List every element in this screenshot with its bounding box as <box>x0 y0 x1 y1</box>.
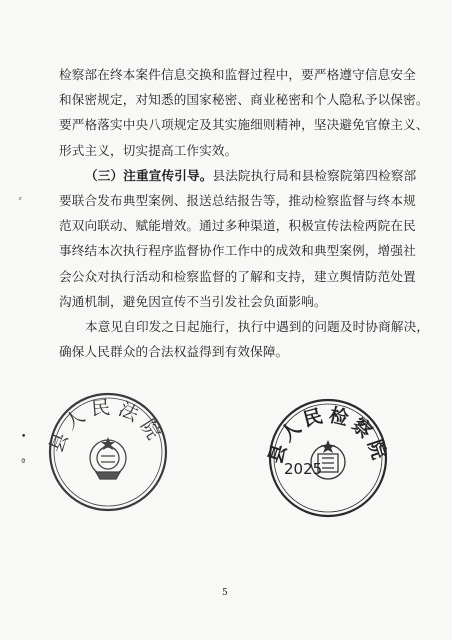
section-first-line-text: 县法院执行局和县检察院第四检察部 <box>212 167 417 183</box>
procuratorate-seal <box>258 388 398 528</box>
paragraph-line: 会公众对执行活动和检察监督的了解和支持，建立舆情防范处置 <box>59 268 416 284</box>
scan-mark: ª <box>21 458 26 468</box>
document-body <box>59 62 430 364</box>
paragraph-line: 沟通机制，避免因宣传不当引发社会负面影响。 <box>59 293 327 309</box>
page-number: 5 <box>222 588 228 598</box>
paragraph-line: 要联合发布典型案例、报送总结报告等，推动检察监督与终本规 <box>59 193 416 209</box>
court-seal <box>38 382 178 522</box>
scan-mark: • <box>21 432 27 442</box>
closing-line: 本意见自印发之日起施行，执行中遇到的问题及时协商解决， <box>85 319 430 335</box>
paragraph-line: 形式主义，切实提高工作实效。 <box>59 142 238 158</box>
national-emblem-icon <box>90 437 126 479</box>
paragraph-line: 和保密规定，对知悉的国家秘密、商业秘密和个人隐私予以保密。 <box>59 92 429 108</box>
scan-mark: ʳ <box>19 196 23 206</box>
court-seal-arc-text: 县人民法院 <box>45 396 168 456</box>
paragraph-line: 检察部在终本案件信息交换和监督过程中，要严格遵守信息安全 <box>59 67 416 82</box>
paragraph-line: 要严格落实中央八项规定及其实施细则精神，坚决避免官僚主义、 <box>59 117 429 133</box>
procuratorate-seal-arc-text: 县人民检察院 <box>264 404 392 467</box>
closing-line: 确保人民群众的合法权益得到有效保障。 <box>59 344 289 360</box>
paragraph-line: 范双向联动、赋能增效。通过多种渠道，积极宣传法检两院在民 <box>59 218 416 234</box>
paragraph-line: 事终结本次执行程序监督协作工作中的成效和典型案例，增强社 <box>59 243 416 259</box>
section-first-line <box>59 163 417 188</box>
section-heading: （三）注重宣传引导。 <box>85 167 213 183</box>
seal-date-year: 2025 <box>284 460 323 478</box>
